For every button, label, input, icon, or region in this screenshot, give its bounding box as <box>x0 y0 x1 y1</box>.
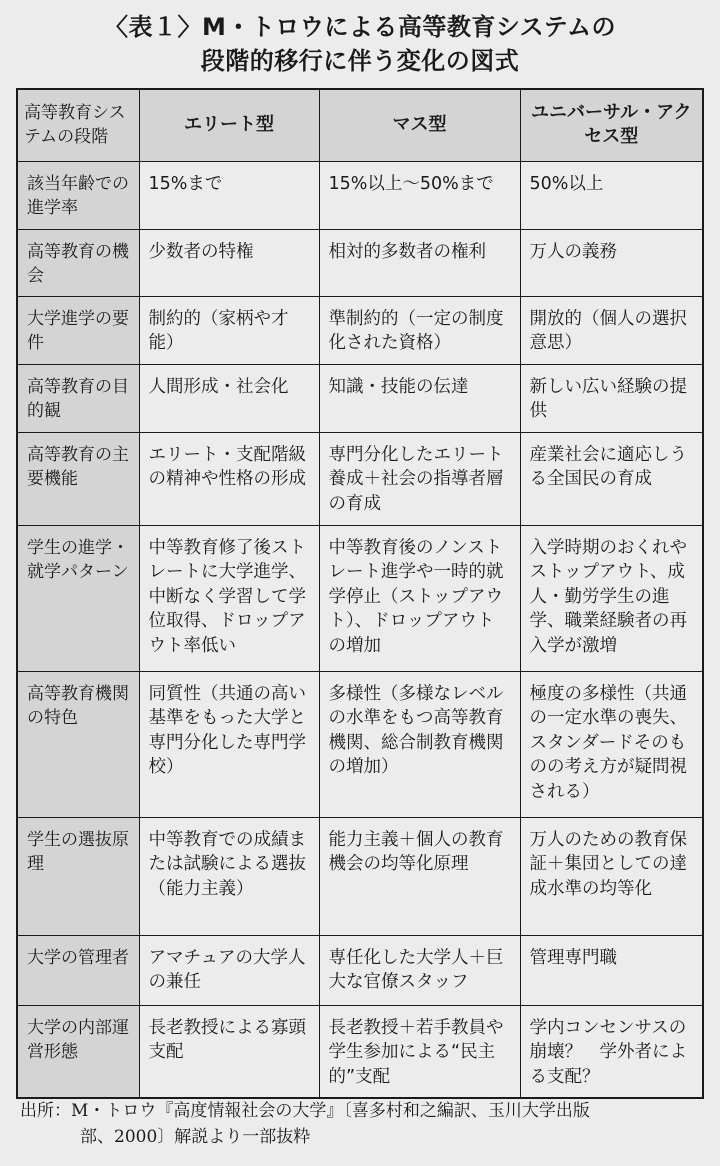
table-cell: 中等教育での成績または試験による選抜（能力主義） <box>139 817 319 935</box>
row-header: 学生の進学・就学パターン <box>17 525 139 671</box>
table-cell: 産業社会に適応しうる全国民の育成 <box>520 432 703 525</box>
table-title <box>0 10 720 78</box>
corner-header: 高等教育システムの段階 <box>17 89 139 161</box>
table-cell: 新しい広い経験の提供 <box>520 364 703 432</box>
table-cell: 多様性（多様なレベルの水準をもつ高等教育機関、総合制教育機関の増加） <box>319 671 520 817</box>
source-line-2: 部、2000〕解説より一部抜粋 <box>80 1127 311 1147</box>
table-cell: 15%まで <box>139 161 319 229</box>
column-header-mass: マス型 <box>319 89 520 161</box>
header-row <box>17 89 703 161</box>
table-row <box>17 229 703 296</box>
table-row <box>17 161 703 229</box>
table-cell: エリート・支配階級の精神や性格の形成 <box>139 432 319 525</box>
table-row <box>17 432 703 525</box>
table-cell: 少数者の特権 <box>139 229 319 296</box>
row-header: 高等教育の目的観 <box>17 364 139 432</box>
row-header: 高等教育機関の特色 <box>17 671 139 817</box>
table-cell: アマチュアの大学人の兼任 <box>139 935 319 1005</box>
column-header-universal: ユニバーサル・アクセス型 <box>520 89 703 161</box>
table-cell: 50%以上 <box>520 161 703 229</box>
trow-model-table <box>16 88 704 1099</box>
table-cell: 同質性（共通の高い基準をもった大学と専門分化した専門学校） <box>139 671 319 817</box>
table-cell: 15%以上〜50%まで <box>319 161 520 229</box>
table-cell: 知識・技能の伝達 <box>319 364 520 432</box>
table-row <box>17 364 703 432</box>
table-cell: 極度の多様性（共通の一定水準の喪失、スタンダードそのものの考え方が疑問視される） <box>520 671 703 817</box>
column-header-elite: エリート型 <box>139 89 319 161</box>
table-cell: 専任化した大学人＋巨大な官僚スタッフ <box>319 935 520 1005</box>
row-header: 該当年齢での進学率 <box>17 161 139 229</box>
table-cell: 管理専門職 <box>520 935 703 1005</box>
table-row <box>17 671 703 817</box>
table-cell: 制約的（家柄や才能） <box>139 296 319 364</box>
row-header: 高等教育の主要機能 <box>17 432 139 525</box>
table-row <box>17 817 703 935</box>
row-header: 大学の管理者 <box>17 935 139 1005</box>
table-row <box>17 525 703 671</box>
table-cell: 中等教育修了後ストレートに大学進学、中断なく学習して学位取得、ドロップアウト率低い <box>139 525 319 671</box>
table-cell: 中等教育後のノンストレート進学や一時的就学停止（ストップアウト）、ドロップアウトの増加 <box>319 525 520 671</box>
source-citation <box>20 1098 710 1150</box>
title-line-2: 段階的移行に伴う変化の図式 <box>200 47 520 75</box>
table-cell: 相対的多数者の権利 <box>319 229 520 296</box>
table-cell: 長老教授による寡頭支配 <box>139 1005 319 1098</box>
table-cell: 学内コンセンサスの崩壊？ 学外者による支配？ <box>520 1005 703 1098</box>
table-row <box>17 296 703 364</box>
row-header: 大学進学の要件 <box>17 296 139 364</box>
row-header: 大学の内部運営形態 <box>17 1005 139 1098</box>
table-cell: 人間形成・社会化 <box>139 364 319 432</box>
table-cell: 万人の義務 <box>520 229 703 296</box>
table-cell: 万人のための教育保証＋集団としての達成水準の均等化 <box>520 817 703 935</box>
table-cell: 専門分化したエリート養成＋社会の指導者層の育成 <box>319 432 520 525</box>
table-row <box>17 1005 703 1098</box>
table-cell: 能力主義＋個人の教育機会の均等化原理 <box>319 817 520 935</box>
table-cell: 入学時期のおくれやストップアウト、成人・勤労学生の進学、職業経験者の再入学が激増 <box>520 525 703 671</box>
table-cell: 準制約的（一定の制度化された資格） <box>319 296 520 364</box>
table-row <box>17 935 703 1005</box>
source-line-1: 出所：M・トロウ『高度情報社会の大学』〔喜多村和之編訳、玉川大学出版 <box>20 1101 590 1121</box>
row-header: 高等教育の機会 <box>17 229 139 296</box>
table-cell: 長老教授＋若手教員や学生参加による“民主的”支配 <box>319 1005 520 1098</box>
title-line-1: 〈表１〉M・トロウによる高等教育システムの <box>104 13 616 41</box>
table-cell: 開放的（個人の選択意思） <box>520 296 703 364</box>
row-header: 学生の選抜原理 <box>17 817 139 935</box>
